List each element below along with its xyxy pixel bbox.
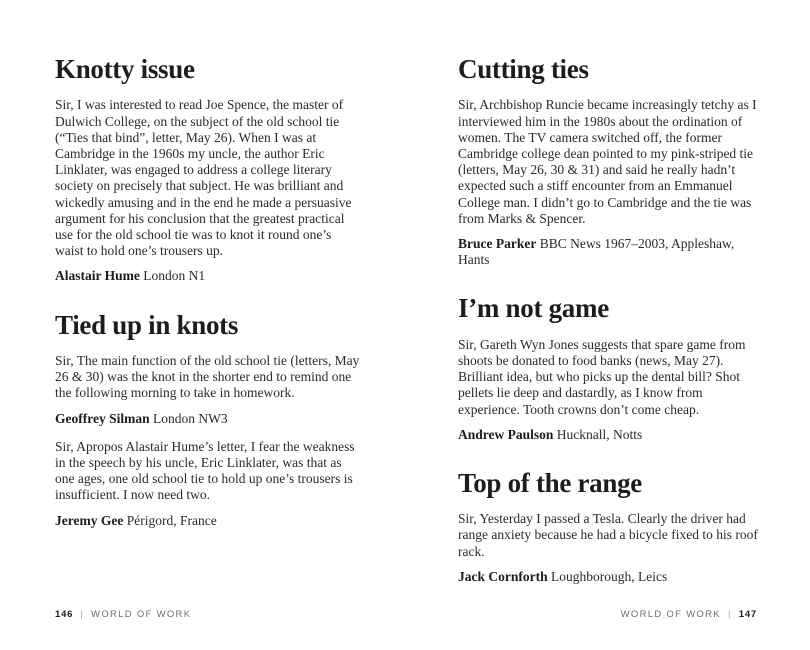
article-title: Top of the range [458,467,642,498]
letter-body: Sir, The main function of the old school tie (letters, May 26 & 30) was the knot in the shorter end to remind one the following morning to take in homework. [55,352,360,401]
article-title: I’m not game [458,293,609,324]
letter-signature [55,513,362,529]
letter-signature [458,427,765,443]
signature-name: Jeremy Gee [55,512,124,528]
article-im-not-game [458,294,765,443]
signature-detail: London N1 [143,268,206,284]
letter-body: Sir, Archbishop Runcie became increasingly tetchy as I interviewed him in the 1980s about the ordination of women. The TV camera switched off, the former Cambridge college dean pointed to my pink-striped tie (letters, May 26, 30 & 31) and said he really hadn’t expected such a stiff encounter from an Emmanuel College man. I didn’t go to Cambridge and the tie was from Marks & Spencer. [458,97,757,226]
signature-name: Jack Cornforth [458,568,548,584]
letter-body: Sir, Yesterday I passed a Tesla. Clearly the driver had range anxiety because he had a bicycle fixed to his roof rack. [458,511,758,559]
signature-name: Alastair Hume [55,268,140,284]
article-knotty-issue [55,55,362,285]
footer-divider: | [727,609,732,620]
article-cutting-ties [458,55,765,268]
signature-name: Andrew Paulson [458,426,554,442]
right-page-column [458,55,765,597]
signature-detail: Hucknall, Notts [556,426,643,442]
left-page-number: 146 [55,609,74,620]
letter-body: Sir, I was interested to read Joe Spence, the master of Dulwich College, on the subject of the old school tie (“Ties that bind”, letter, May 26). When I was at Cambridge in the 1960s my uncle, the author Eric Linklater, was engaged to address a college literary society on precisely that subject. He was brilliant and wickedly amusing and in the end he made a persuasive argument for his conclusion that the greatest practical use for the old school tie was to knot it round one’s waist to hold one’s trousers up. [55,97,352,259]
article-title: Knotty issue [55,54,195,84]
letter-signature [55,268,362,284]
letter-signature [458,569,765,585]
article-title: Tied up in knots [55,309,239,340]
signature-detail: London NW3 [153,410,228,426]
letter-signature [458,236,765,268]
letter-body: Sir, Apropos Alastair Hume’s letter, I fear the weakness in the speech by his uncle, Eric Linklater, was that as one ages, one old school tie to hold up one’s trousers is insufficient. I now need two. [55,438,355,503]
signature-name: Geoffrey Silman [55,410,150,426]
footer-divider: | [80,609,85,620]
right-section-label: WORLD OF WORK [620,609,721,620]
article-title: Cutting ties [458,54,589,84]
left-page-footer [55,609,191,620]
left-page-column [55,55,362,541]
letter-signature [55,411,362,427]
article-tied-up-in-knots [55,311,362,529]
left-section-label: WORLD OF WORK [91,609,192,620]
right-page-number: 147 [738,609,757,620]
signature-detail: Périgord, France [126,512,217,528]
letter-body: Sir, Gareth Wyn Jones suggests that spare game from shoots be donated to food banks (news, May 27). Brilliant idea, but who picks up the dental bill? Shot pellets lie deep and dastardly, as I know from experience. Tooth crowns don’t come cheap. [458,336,746,417]
signature-name: Bruce Parker [458,235,537,251]
signature-detail: Loughborough, Leics [551,568,668,584]
right-page-footer [621,609,757,620]
article-top-of-the-range [458,469,765,585]
signature-detail: BBC News 1967–2003, Appleshaw, Hants [458,235,735,268]
